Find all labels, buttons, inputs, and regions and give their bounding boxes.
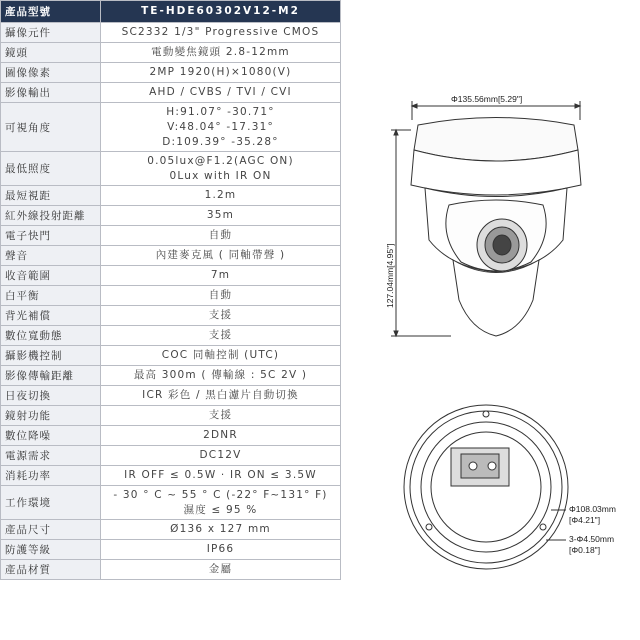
spec-value: 35m bbox=[101, 206, 341, 226]
spec-value: 0.05lux@F1.2(AGC ON) 0Lux with IR ON bbox=[101, 152, 341, 186]
spec-row bbox=[1, 486, 341, 520]
hole-size-inch: [Φ0.18"] bbox=[569, 545, 601, 555]
spec-value: 電動變焦鏡頭 2.8-12mm bbox=[101, 43, 341, 63]
spec-label: 數位寬動態 bbox=[1, 326, 101, 346]
spec-label: 影像傳輸距離 bbox=[1, 366, 101, 386]
spec-row bbox=[1, 83, 341, 103]
spec-value: SC2332 1/3" Progressive CMOS bbox=[101, 23, 341, 43]
spec-row bbox=[1, 306, 341, 326]
spec-label: 電子快門 bbox=[1, 226, 101, 246]
spec-value: Ø136 x 127 mm bbox=[101, 520, 341, 540]
spec-value: IR OFF ≤ 0.5W · IR ON ≤ 3.5W bbox=[101, 466, 341, 486]
spec-row bbox=[1, 286, 341, 306]
spec-value: DC12V bbox=[101, 446, 341, 466]
bottom-view-drawing bbox=[404, 405, 568, 569]
spec-label: 背光補償 bbox=[1, 306, 101, 326]
spec-label: 圖像像素 bbox=[1, 63, 101, 83]
model-number: TE-HDE60302V12-M2 bbox=[101, 1, 341, 23]
spec-label: 最低照度 bbox=[1, 152, 101, 186]
spec-label: 最短視距 bbox=[1, 186, 101, 206]
spec-label: 日夜切換 bbox=[1, 386, 101, 406]
spec-value: AHD / CVBS / TVI / CVI bbox=[101, 83, 341, 103]
spec-label: 產品尺寸 bbox=[1, 520, 101, 540]
spec-value: 支援 bbox=[101, 306, 341, 326]
spec-row bbox=[1, 560, 341, 580]
mount-diameter-inch: [Φ4.21"] bbox=[569, 515, 601, 525]
spec-label: 白平衡 bbox=[1, 286, 101, 306]
spec-label: 收音範圍 bbox=[1, 266, 101, 286]
spec-label: 攝影機控制 bbox=[1, 346, 101, 366]
spec-header-label: 產品型號 bbox=[1, 1, 101, 23]
spec-value: 金屬 bbox=[101, 560, 341, 580]
spec-row bbox=[1, 152, 341, 186]
width-dimension-label: Φ135.56mm[5.29"] bbox=[451, 94, 523, 104]
spec-row bbox=[1, 520, 341, 540]
spec-row bbox=[1, 386, 341, 406]
mount-diameter-label: Φ108.03mm bbox=[569, 504, 616, 514]
spec-label: 防護等級 bbox=[1, 540, 101, 560]
spec-value: 2DNR bbox=[101, 426, 341, 446]
camera-dimension-diagram bbox=[341, 0, 640, 640]
spec-label: 數位降噪 bbox=[1, 426, 101, 446]
spec-value: 7m bbox=[101, 266, 341, 286]
spec-row bbox=[1, 103, 341, 152]
spec-row bbox=[1, 246, 341, 266]
spec-table-body bbox=[1, 1, 341, 580]
spec-label: 攝像元件 bbox=[1, 23, 101, 43]
spec-row bbox=[1, 23, 341, 43]
spec-value: IP66 bbox=[101, 540, 341, 560]
spec-row bbox=[1, 426, 341, 446]
spec-label: 產品材質 bbox=[1, 560, 101, 580]
spec-row bbox=[1, 43, 341, 63]
height-dimension-label: 127.04mm[4.95"] bbox=[385, 243, 395, 308]
spec-label: 鏡頭 bbox=[1, 43, 101, 63]
spec-label: 紅外線投射距離 bbox=[1, 206, 101, 226]
spec-label: 消耗功率 bbox=[1, 466, 101, 486]
spec-value: - 30 ° C ~ 55 ° C (-22° F~131° F) 濕度 ≤ 95 % bbox=[101, 486, 341, 520]
spec-value: 內建麥克風 ( 同軸帶聲 ) bbox=[101, 246, 341, 266]
side-view-drawing bbox=[391, 101, 581, 336]
spec-row bbox=[1, 226, 341, 246]
spec-row bbox=[1, 346, 341, 366]
spec-row bbox=[1, 446, 341, 466]
spec-row bbox=[1, 466, 341, 486]
spec-label: 可視角度 bbox=[1, 103, 101, 152]
spec-label: 電源需求 bbox=[1, 446, 101, 466]
spec-row bbox=[1, 540, 341, 560]
hole-size-label: 3-Φ4.50mm bbox=[569, 534, 615, 544]
spec-value: ICR 彩色 / 黑白濾片自動切換 bbox=[101, 386, 341, 406]
spec-label: 聲音 bbox=[1, 246, 101, 266]
spec-table bbox=[0, 0, 341, 580]
spec-value: 支援 bbox=[101, 326, 341, 346]
spec-value: COC 同軸控制 (UTC) bbox=[101, 346, 341, 366]
spec-row bbox=[1, 326, 341, 346]
spec-value: 最高 300m ( 傳輸線 : 5C 2V ) bbox=[101, 366, 341, 386]
spec-label: 工作環境 bbox=[1, 486, 101, 520]
spec-row bbox=[1, 206, 341, 226]
spec-row bbox=[1, 366, 341, 386]
spec-value: H:91.07° -30.71° V:48.04° -17.31° D:109.39° -35.28° bbox=[101, 103, 341, 152]
spec-value: 自動 bbox=[101, 226, 341, 246]
spec-row bbox=[1, 406, 341, 426]
spec-row bbox=[1, 266, 341, 286]
spec-header-row bbox=[1, 1, 341, 23]
spec-value: 2MP 1920(H)×1080(V) bbox=[101, 63, 341, 83]
spec-row bbox=[1, 186, 341, 206]
spec-label: 影像輸出 bbox=[1, 83, 101, 103]
spec-row bbox=[1, 63, 341, 83]
spec-label: 鏡射功能 bbox=[1, 406, 101, 426]
spec-value: 支援 bbox=[101, 406, 341, 426]
spec-value: 自動 bbox=[101, 286, 341, 306]
spec-value: 1.2m bbox=[101, 186, 341, 206]
